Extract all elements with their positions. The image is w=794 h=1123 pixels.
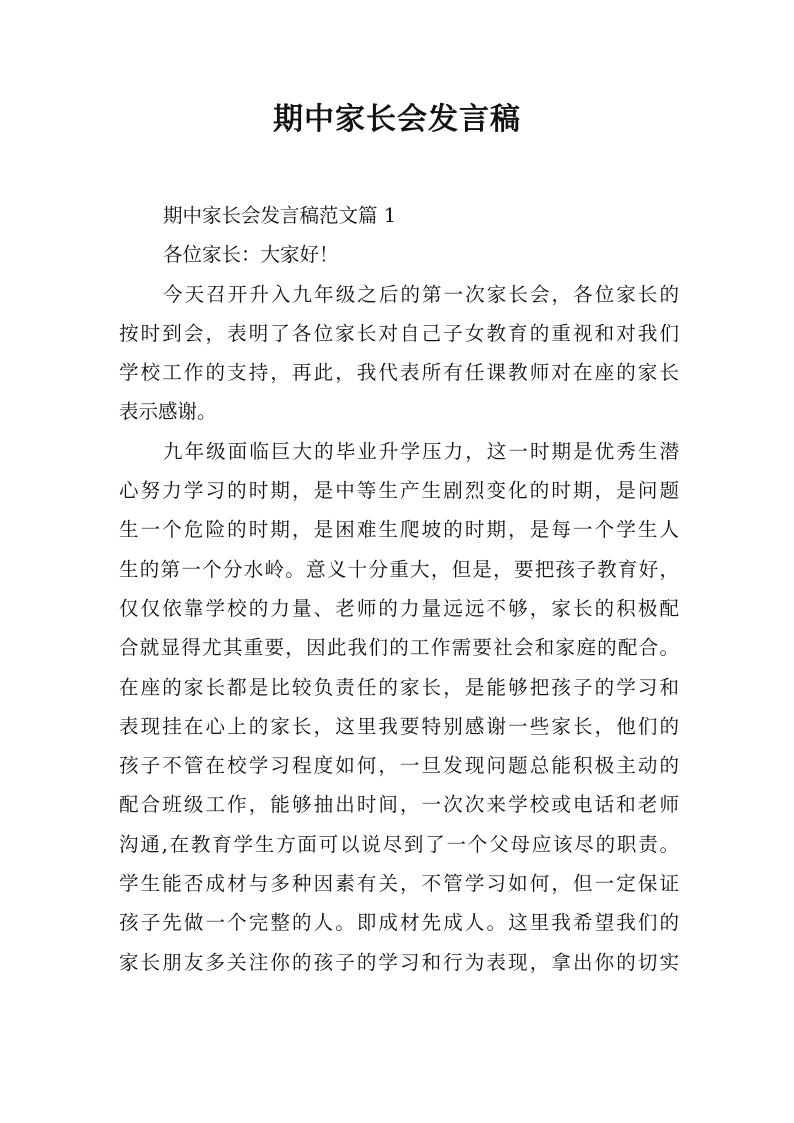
paragraph-line: 孩子不管在校学习程度如何，一旦发现问题总能积极主动的 (119, 754, 679, 778)
paragraph-line: 在座的家长都是比较负责任的家长，是能够把孩子的学习和 (119, 675, 679, 699)
paragraph-line: 家长朋友多关注你的孩子的学习和行为表现，拿出你的切实 (119, 950, 679, 974)
paragraph-line: 生一个危险的时期，是困难生爬坡的时期，是每一个学生人 (119, 518, 679, 542)
paragraph-line: 今天召开升入九年级之后的第一次家长会，各位家长的 (163, 282, 679, 306)
paragraph-line: 孩子先做一个完整的人。即成材先成人。这里我希望我们的 (119, 911, 679, 935)
paragraph-line: 学校工作的支持，再此，我代表所有任课教师对在座的家长 (119, 361, 679, 385)
document-title: 期中家长会发言稿 (273, 102, 521, 137)
paragraph-line: 合就显得尤其重要，因此我们的工作需要社会和家庭的配合。 (119, 636, 679, 660)
paragraph-line: 沟通,在教育学生方面可以说尽到了一个父母应该尽的职责。 (119, 832, 679, 856)
section-heading: 期中家长会发言稿范文篇 1 (163, 204, 397, 227)
paragraph-line: 九年级面临巨大的毕业升学压力，这一时期是优秀生潜 (163, 439, 679, 463)
paragraph-line: 表现挂在心上的家长，这里我要特别感谢一些家长，他们的 (119, 714, 679, 738)
paragraph-line: 学生能否成材与多种因素有关，不管学习如何，但一定保证 (119, 872, 679, 896)
paragraph-line: 心努力学习的时期，是中等生产生剧烈变化的时期，是问题 (119, 479, 679, 503)
paragraph-line: 生的第一个分水岭。意义十分重大，但是，要把孩子教育好， (119, 557, 679, 581)
paragraph-line: 表示感谢。 (119, 400, 217, 424)
document-body (119, 196, 679, 982)
paragraph-line: 配合班级工作，能够抽出时间，一次次来学校或电话和老师 (119, 793, 679, 817)
paragraph-line: 仅仅依靠学校的力量、老师的力量远远不够，家长的积极配 (119, 596, 679, 620)
greeting-line: 各位家长：大家好！ (163, 243, 339, 267)
paragraph-line: 按时到会，表明了各位家长对自己子女教育的重视和对我们 (119, 321, 679, 345)
